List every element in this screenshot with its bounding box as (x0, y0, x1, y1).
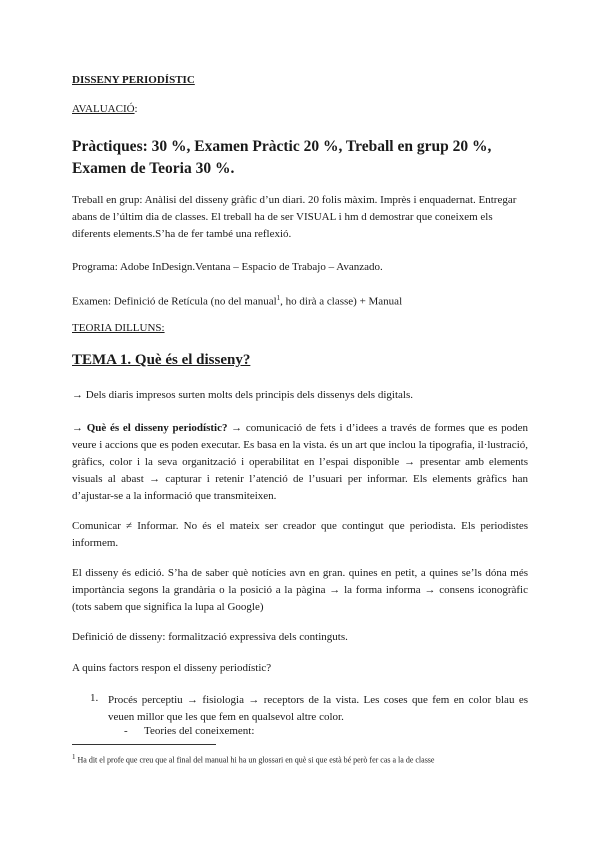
definition-paragraph (72, 420, 528, 505)
evaluation-colon: : (134, 103, 138, 115)
list-number: 1. (90, 692, 99, 704)
footnote (72, 751, 528, 767)
definition-body: → comunicació de fets i d’idees a través de formes que es poden veure i accions que es poden executar. Es basa en la vista. és un art que inclou la tipografia, il·lustració, gràfics, color i la seva organització i operabilitat en l’espai disponible → presentar amb elements visuals al abast → capturar i retenir l’atenció de l’usuari per informar. Els elements gràfics han d’ajustar-se a la informació que transmiteixen. (72, 422, 528, 502)
inform-paragraph: Comunicar ≠ Informar. No és el mateix ser creador que contingut que periodista. Els periodistes informem. (72, 520, 528, 549)
digital-principles-paragraph: → Dels diaris impresos surten molts dels principis dels dissenys dels digitals. (72, 389, 413, 401)
exam-paragraph (72, 290, 528, 311)
editing-paragraph: El disseny és edició. S’ha de saber què notícies avn en gran. quines en petit, a quines se’ls dóna més importància segons la grandària o la posició a la pàgina → la forma informa → consens iconogràfic (tots sabem que significa la lupa al Google) (72, 567, 528, 613)
topic-title: TEMA 1. Què és el disseny? (72, 352, 251, 368)
footnote-text: Ha dit el profe que creu que al final del manual hi ha un glossari en què si que està bé però fer cas a la de classe (75, 755, 435, 765)
factors-question: A quins factors respon el disseny periodístic? (72, 662, 272, 674)
footnote-ref: 1 (276, 294, 281, 302)
exam-text: Examen: Definició de Retícula (no del manual (72, 295, 277, 308)
group-work-paragraph: Treball en grup: Anàlisi del disseny gràfic d’un diari. 20 folis màxim. Imprès i enquadernat. Entregar abans de l’últim dia de classes. El treball ha de ser VISUAL i hm d demostrar que coneixem els diferents elements.S’ha de fer també una reflexió. (72, 194, 517, 240)
sub-list-dash: - (124, 725, 128, 737)
definition-lead: → Què és el disseny periodístic? (72, 422, 228, 434)
program-paragraph: Programa: Adobe InDesign.Ventana – Espacio de Trabajo – Avanzado. (72, 261, 383, 273)
evaluation-heading (72, 103, 528, 115)
theory-heading: TEORIA DILLUNS: (72, 322, 165, 334)
document-title: DISSENY PERIODÍSTIC (72, 74, 195, 86)
footnote-number: 1 (72, 753, 76, 761)
exam-text-end: , ho dirà a classe) + Manual (280, 295, 403, 308)
sub-list-item: Teories del coneixement: (144, 725, 255, 737)
list-item: Procés perceptiu → fisiologia → receptors de la vista. Les coses que fem en color blau es veuen millor que les que fem en qualsevol altre color. (108, 694, 528, 723)
grading-summary: Pràctiques: 30 %, Examen Pràctic 20 %, Treball en grup 20 %, Examen de Teoria 30 %. (72, 138, 492, 177)
design-definition-paragraph: Definició de disseny: formalització expressiva dels continguts. (72, 631, 348, 643)
footnote-separator (72, 744, 216, 745)
evaluation-label: AVALUACIÓ (72, 103, 135, 115)
